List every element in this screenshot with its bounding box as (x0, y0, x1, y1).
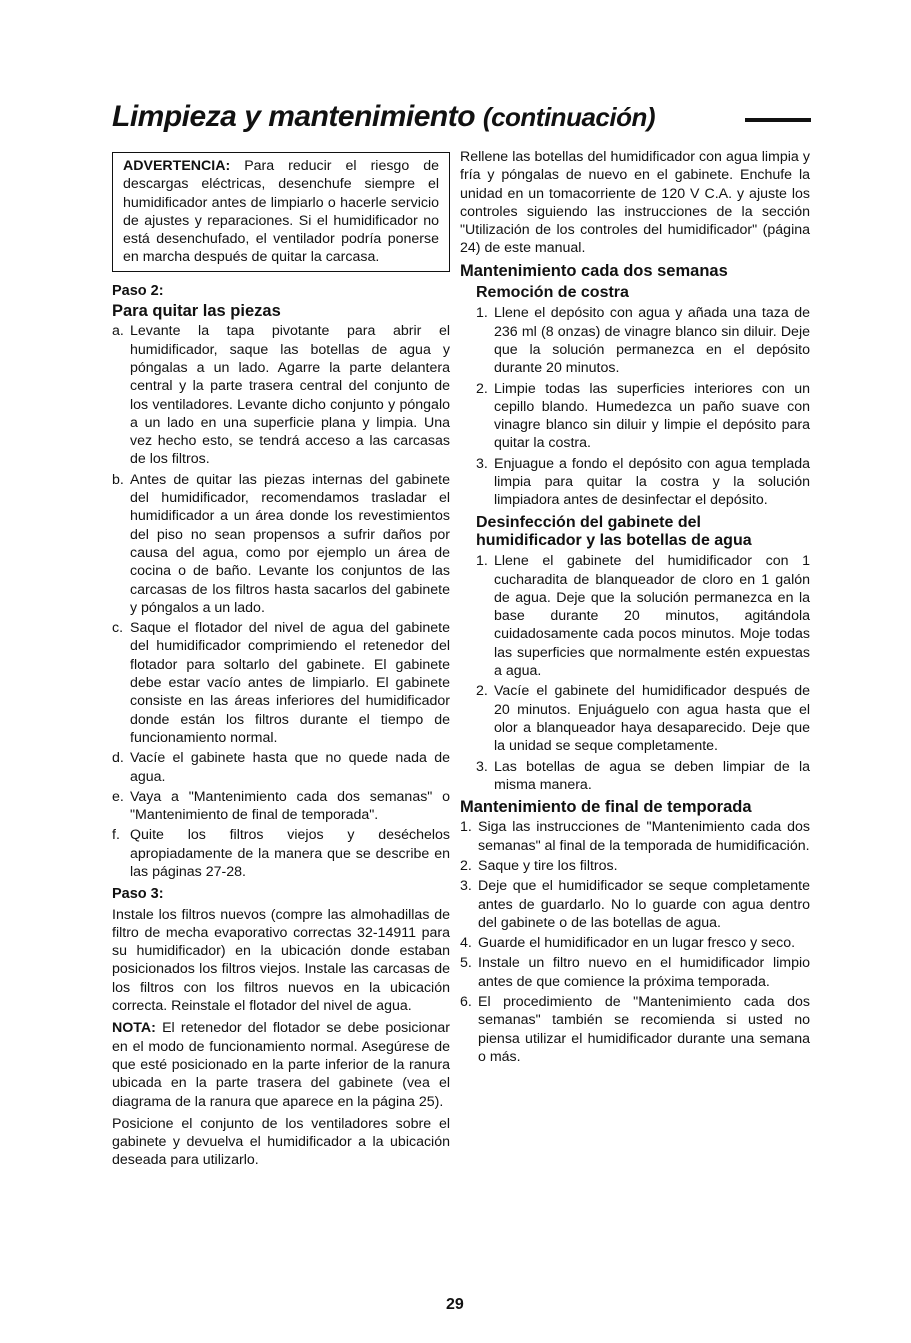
note-label: NOTA: (112, 1020, 156, 1037)
list-marker: 5. (460, 955, 472, 972)
list-marker: 1. (476, 305, 488, 322)
list-marker: a. (112, 323, 124, 340)
list-marker: d. (112, 750, 124, 767)
step2-list (112, 322, 450, 881)
list-item-text: Llene el depósito con agua y añada una taza de 236 ml (8 onzas) de vinagre blanco sin diluir. Deje que la solución permanezca en el depósito durante 20 minutos. (494, 305, 810, 377)
list-item (476, 682, 810, 755)
list-item-text: Vacíe el gabinete hasta que no quede nada de agua. (130, 750, 450, 785)
note-text: El retenedor del flotador se debe posicionar en el modo de funcionamiento normal. Asegúrese de que esté posicionado en la parte inferior de la ranura ubicada en la parte trasera del gabinete (vea el diagrama de la ranura que aparece en la página 25). (112, 1020, 450, 1110)
list-item (112, 322, 450, 468)
list-item (476, 758, 810, 795)
list-marker: 1. (460, 819, 472, 836)
list-item (112, 826, 450, 881)
list-marker: 4. (460, 935, 472, 952)
note-paragraph (112, 1019, 450, 1110)
list-marker: 6. (460, 994, 472, 1011)
page-title (112, 100, 655, 134)
list-marker: 2. (476, 380, 488, 397)
list-item-text: Vacíe el gabinete del humidificador después de 20 minutos. Enjuáguelo con agua hasta que el olor a blanqueador haya desaparecido. Deje que la unidad se seque completamente. (494, 683, 810, 755)
list-marker: b. (112, 471, 124, 488)
list-item (476, 455, 810, 510)
list-marker: 1. (476, 553, 488, 570)
list-item (112, 788, 450, 825)
page-title-main: Limpieza y mantenimiento (112, 100, 476, 133)
warning-text: Para reducir el riesgo de descargas eléctricas, desenchufe siempre el humidificador antes de limpiarlo o hacerle servicio de ajustes y reparaciones. Si el humidificador no está desenchufado, el ventilador podría ponerse en marcha después de quitar la carcasa. (123, 158, 439, 266)
list-marker: 3. (476, 455, 488, 472)
list-item-text: Saque y tire los filtros. (478, 857, 618, 874)
list-item-text: Las botellas de agua se deben limpiar de la misma manera. (494, 758, 810, 793)
disinfection-list (460, 552, 810, 794)
list-item (460, 993, 810, 1066)
list-item (112, 471, 450, 617)
list-marker: e. (112, 788, 124, 805)
step3-text: Instale los filtros nuevos (compre las almohadillas de filtro de mecha evaporativo correctas 32-14911 para su humidificador) en la ubicación donde estaban posicionados los filtros viejos. Instale las carcasas de los filtros con los filtros nuevos en la ubicación correcta. Reinstale el flotador del nivel de agua. (112, 906, 450, 1015)
list-marker: 2. (460, 857, 472, 874)
step2-heading: Paso 2: (112, 282, 164, 299)
list-marker: 3. (476, 758, 488, 775)
list-item (112, 749, 450, 786)
page-title-continuation: (continuación) (482, 102, 656, 132)
final-paragraph: Posicione el conjunto de los ventiladores sobre el gabinete y devuelva el humidificador a la ubicación deseada para utilizarlo. (112, 1115, 450, 1169)
warning-box (112, 152, 450, 272)
list-item-text: Limpie todas las superficies interiores con un cepillo blando. Humedezca un paño suave con vinagre blanco sin diluir y limpie el depósito para quitar la costra. (494, 380, 810, 452)
list-item-text: Deje que el humidificador se seque completamente antes de guardarlo. No lo guarde con agua dentro del gabinete o de las botellas de agua. (478, 878, 810, 931)
list-item-text: Guarde el humidificador en un lugar fresco y seco. (478, 935, 796, 952)
warning-label: ADVERTENCIA: (123, 158, 231, 174)
list-marker: 2. (476, 683, 488, 700)
list-item-text: Levante la tapa pivotante para abrir el humidificador, saque las botellas de agua y póngalas a un lado. Agarre la parte delantera central y la parte trasera central del conjunto de los ventiladores. Levante dicho conjunto y póngalo a un lado en una superficie plana y limpia. Una vez hecho esto, se tendrá acceso a las carcasas de los filtros. (130, 323, 450, 468)
page-number: 29 (446, 1296, 464, 1313)
step2-subheading: Para quitar las piezas (112, 302, 281, 321)
list-item (460, 877, 810, 932)
list-item-text: Vaya a "Mantenimiento cada dos semanas" o "Mantenimiento de final de temporada". (130, 788, 450, 824)
left-column (112, 148, 450, 1174)
list-item-text: Siga las instrucciones de "Mantenimiento cada dos semanas" al final de la temporada de humidificación. (478, 819, 810, 854)
list-marker: c. (112, 620, 124, 637)
list-marker: 3. (460, 878, 472, 895)
list-item (460, 954, 810, 991)
intro-paragraph: Rellene las botellas del humidificador con agua limpia y fría y póngalas de nuevo en el gabinete. Enchufe la unidad en un tomacorriente de 120 V C.A. y ajuste los controles siguiendo las instrucciones de la sección "Utilización de los controles del humidificador" (página 24) de este manual. (460, 149, 810, 257)
right-column (460, 148, 810, 1070)
list-item-text: Saque el flotador del nivel de agua del gabinete del humidificador comprimiendo el retenedor del flotador para soltarlo del gabinete. El gabinete debe estar vacío antes de limpiarlo. El gabinete consiste en las áreas inferiores del humidificador donde están los filtros durante el tiempo de funcionamiento normal. (130, 620, 450, 746)
list-item (476, 304, 810, 377)
list-item (476, 380, 810, 453)
list-item (460, 857, 810, 875)
list-item-text: Quite los filtros viejos y deséchelos apropiadamente de la manera que se describe en las páginas 27-28. (130, 827, 450, 880)
list-item-text: Antes de quitar las piezas internas del gabinete del humidificador, recomendamos trasladar el humidificador a un área donde los revestimientos del piso no sean propensos a sufrir daños por causa del agua, como por ejemplo un área de cocina o de baño. Levante los conjuntos de las carcasas de los filtros hasta sacarlos del gabinete y póngalos a un lado. (130, 471, 450, 616)
list-item-text: El procedimiento de "Mantenimiento cada dos semanas" también se recomienda si usted no piensa utilizar el humidificador durante una semana o más. (478, 994, 810, 1065)
disinfection-heading: Desinfección del gabinete del humidificador y las botellas de agua (476, 513, 752, 549)
end-of-season-heading: Mantenimiento de final de temporada (460, 798, 752, 817)
list-item-text: Instale un filtro nuevo en el humidificador limpio antes de que comience la próxima temporada. (478, 955, 810, 990)
list-item (476, 552, 810, 680)
list-item-text: Enjuague a fondo el depósito con agua templada limpia para quitar la costra y la solución limpiadora antes de desinfectar el depósito. (494, 455, 810, 509)
list-marker: f. (112, 827, 120, 844)
scale-removal-list (460, 304, 810, 509)
end-of-season-list (460, 818, 810, 1066)
title-rule (745, 118, 811, 122)
biweekly-heading: Mantenimiento cada dos semanas (460, 261, 728, 280)
scale-removal-heading: Remoción de costra (476, 284, 629, 302)
list-item-text: Llene el gabinete del humidificador con 1 cucharadita de blanqueador de cloro en 1 galón de agua. Deje que la solución permanezca en la base durante 20 minutos, agitándola cuidadosamente cada pocos minutos. Moje todas las superficies que normalmente estén expuestas a agua. (494, 553, 810, 680)
list-item (460, 818, 810, 855)
step3-heading: Paso 3: (112, 886, 164, 903)
list-item (460, 934, 810, 952)
list-item (112, 619, 450, 747)
